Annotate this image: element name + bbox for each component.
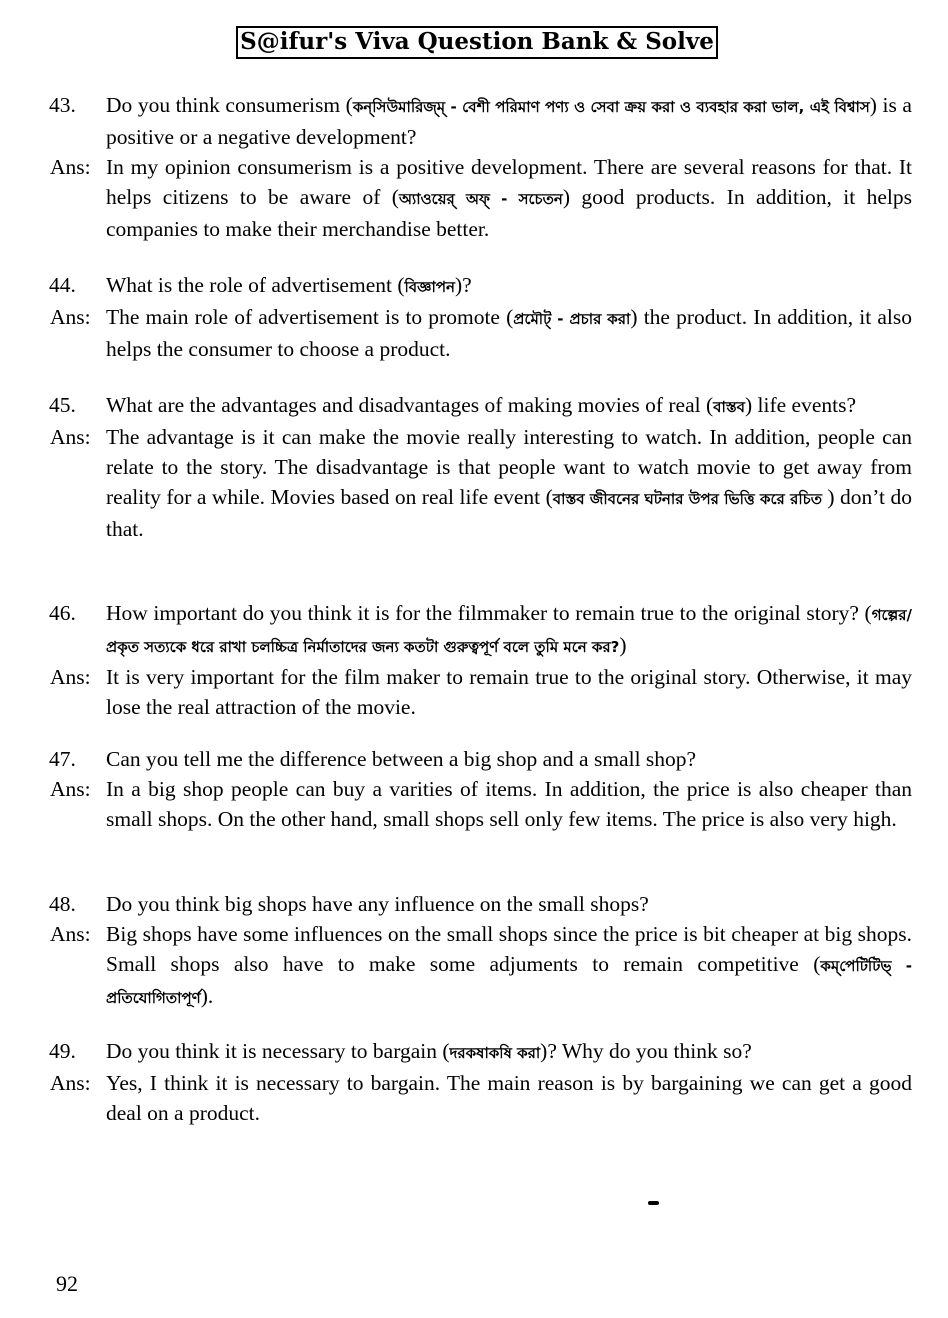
question-number: 44. [49,273,76,297]
bengali-gloss: বিজ্ঞাপন [404,278,455,296]
answer-label: Ans: [50,665,91,689]
answer-text: The advantage is it can make the movie really interesting to watch. In addition, people can relate to the story. The disadvantage is that people want to watch movie to get away from reality for a while. Movies based on real life event (বাস্তব জীবনের ঘটনার উপর ভিত্তি করে রচিত ) don’t do that. [106,425,912,541]
question-number: 45. [49,393,76,417]
question-text: Do you think big shops have any influence on the small shops? [106,892,649,916]
answer-label: Ans: [50,777,91,801]
bengali-gloss: গল্পের/প্রকৃত সত্যকে ধরে রাখা চলচ্চিত্র নির্মাতাদের জন্য কতটা গুরুত্বপূর্ণ বলে তুমি মনে কর? [106,606,912,656]
answer-text: Big shops have some influences on the small shops since the price is bit cheaper at big shops. Small shops also have to make some adjuments to remain competitive (কম্‌পেটিটিভ্‌ - প্রতিযোগিতাপূর্ণ). [106,922,912,1008]
qa-item-46 [0,598,948,722]
answer-label: Ans: [50,1071,91,1095]
question-text: Can you tell me the difference between a big shop and a small shop? [106,747,697,771]
question-number: 49. [49,1039,76,1063]
question-text: What are the advantages and disadvantages of making movies of real (বাস্তব) life events? [106,393,857,417]
answer-text: In my opinion consumerism is a positive development. There are several reasons for that. It helps citizens to be aware of (অ্যাওয়ের্‌ অফ্‌ - সচেতন) good products. In addition, it helps companies to make their merchandise better. [106,155,913,241]
question-number: 43. [49,93,76,117]
question-text: What is the role of advertisement (বিজ্ঞাপন)? [106,273,472,297]
bengali-gloss: দরকষাকষি করা [449,1044,541,1062]
qa-item-48 [0,889,948,1013]
answer-label: Ans: [50,425,91,449]
answer-text: The main role of advertisement is to promote (প্রমৌট্‌ - প্রচার করা) the product. In addition, it also helps the consumer to choose a product. [106,305,912,361]
qa-item-47 [0,744,948,834]
question-text: Do you think it is necessary to bargain (দরকষাকষি করা)? Why do you think so? [106,1039,752,1063]
bengali-gloss: বাস্তব [713,398,745,416]
page-header-title: S@ifur's Viva Question Bank & Solve [236,26,718,59]
question-number: 46. [49,601,76,625]
bengali-gloss: কম্‌পেটিটিভ্‌ - প্রতিযোগিতাপূর্ণ [106,957,912,1007]
answer-text: It is very important for the film maker to remain true to the original story. Otherwise, it may lose the real attraction of the movie. [106,665,912,719]
bengali-gloss: অ্যাওয়ের্‌ অফ্‌ - সচেতন [398,190,563,208]
question-number: 47. [49,747,76,771]
bengali-gloss: প্রমৌট্‌ - প্রচার করা [513,310,631,328]
question-text: How important do you think it is for the filmmaker to remain true to the original story? (গল্পের/প্রকৃত সত্যকে ধরে রাখা চলচ্চিত্র নির্মাতাদের জন্য কতটা গুরুত্বপূর্ণ বলে তুমি মনে কর?) [106,601,912,657]
qa-item-44 [0,270,948,364]
bengali-gloss: বাস্তব জীবনের ঘটনার উপর ভিত্তি করে রচিত [552,490,822,508]
answer-text: Yes, I think it is necessary to bargain. The main reason is by bargaining we can get a good deal on a product. [106,1071,912,1125]
question-text: Do you think consumerism (কন্‌সিউমারিজ্‌ম্‌ - বেশী পরিমাণ পণ্য ও সেবা ক্রয় করা ও ব্যবহার করা ভাল, এই বিশ্বাস) is a positive or a negative development? [106,93,912,149]
page-number: 92 [56,1271,78,1296]
qa-item-49 [0,1036,948,1128]
stray-mark [648,1201,659,1205]
question-number: 48. [49,892,76,916]
answer-label: Ans: [50,305,91,329]
answer-label: Ans: [50,922,91,946]
qa-item-43 [0,90,948,244]
answer-label: Ans: [50,155,91,179]
qa-item-45 [0,390,948,544]
answer-text: In a big shop people can buy a varities of items. In addition, the price is also cheaper than small shops. On the other hand, small shops sell only few items. The price is also very high. [106,777,912,831]
bengali-gloss: কন্‌সিউমারিজ্‌ম্‌ - বেশী পরিমাণ পণ্য ও সেবা ক্রয় করা ও ব্যবহার করা ভাল, এই বিশ্বাস [352,98,870,116]
